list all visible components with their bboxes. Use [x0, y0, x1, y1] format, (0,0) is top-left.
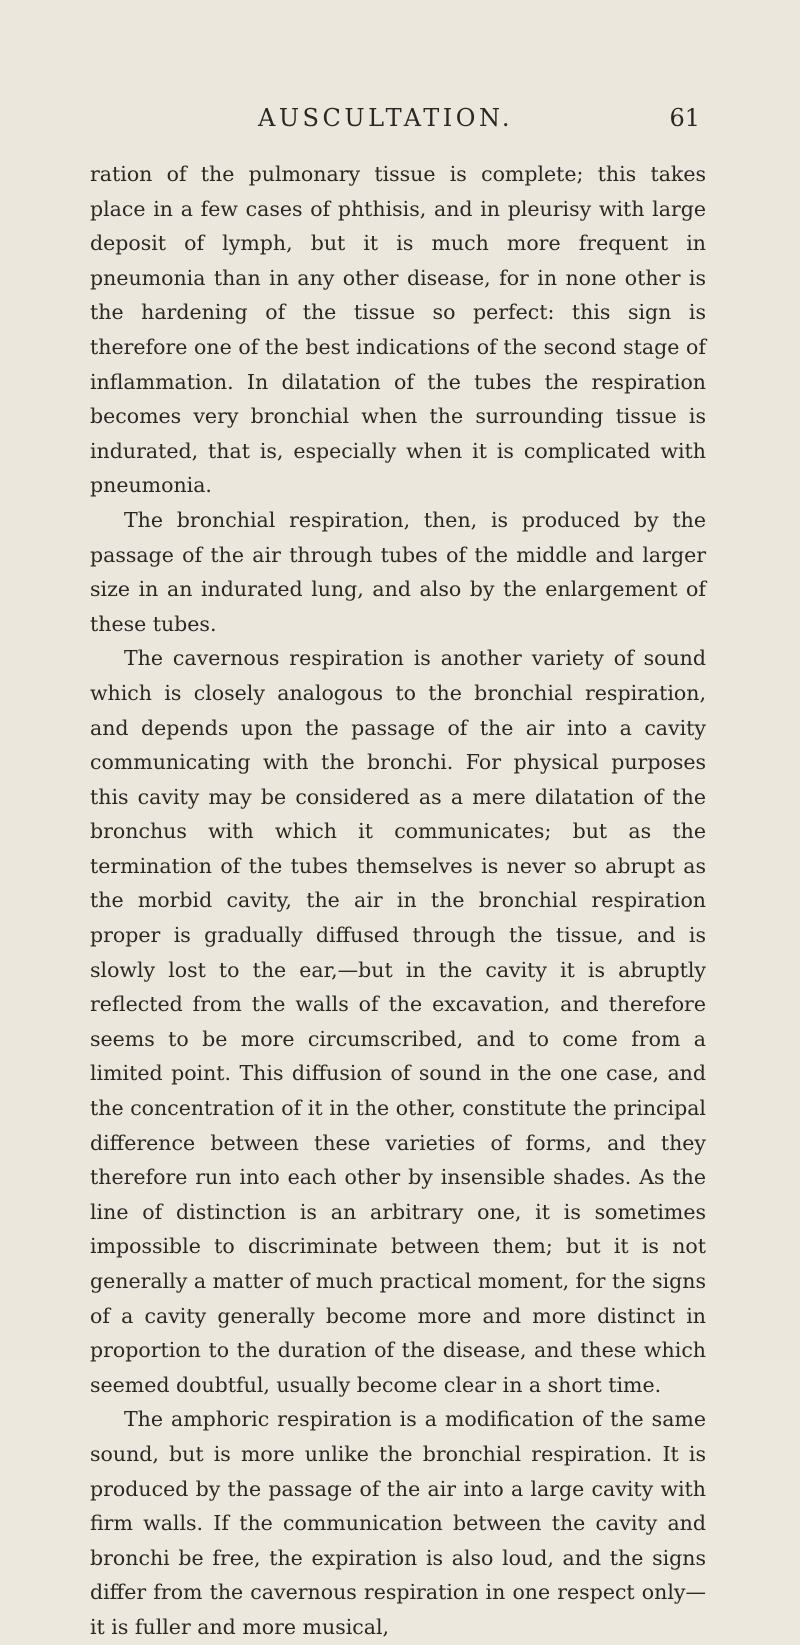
paragraph-amphoric-respiration: The amphoric respiration is a modification of the same sound, but is more unlike the bronchial respiration. It is produced by the passage of the air into a large cavity with firm walls. If the communication between the cavity and bronchi be free, the expiration is also loud, and the signs differ from the cavernous respiration in one respect only—it is fuller and more musical, — [90, 1407, 706, 1639]
running-head: AUSCULTATION. — [258, 104, 514, 132]
page-header — [258, 104, 700, 144]
paragraph-bronchial-respiration: The bronchial respiration, then, is produced by the passage of the air through tubes of the middle and larger size in an indurated lung, and also by the enlargement of these tubes. — [90, 507, 706, 636]
page-number: 61 — [669, 104, 700, 132]
paragraph-cavernous-respiration: The cavernous respiration is another variety of sound which is closely analogous to the bronchial respiration, and depends upon the passage of the air into a cavity communicating with the bronchi. For physical purposes this cavity may be considered as a mere dilatation of the bronchus with which it communicates; but as the termination of the tubes themselves is never so abrupt as the morbid cavity, the air in the bronchial respiration proper is gradually diffused through the tissue, and is slowly lost to the ear,—but in the cavity it is abruptly reflected from the walls of the excavation, and therefore seems to be more circumscribed, and to come from a limited point. This diffusion of sound in the one case, and the concentration of it in the other, constitute the principal difference between these varieties of forms, and they therefore run into each other by insensible shades. As the line of distinction is an arbitrary one, it is sometimes impossible to discriminate between them; but it is not generally a matter of much practical moment, for the signs of a cavity generally become more and more distinct in proportion to the duration of the disease, and these which seemed doubtful, usually become clear in a short time. — [90, 646, 706, 1397]
paragraph-continued: ration of the pulmonary tissue is complete; this takes place in a few cases of phthisis, and in pleurisy with large deposit of lymph, but it is much more frequent in pneumonia than in any other disease, for in none other is the hardening of the tissue so perfect: this sign is therefore one of the best indications of the second stage of inflammation. In dilatation of the tubes the respiration becomes very bronchial when the surrounding tissue is indurated, that is, especially when it is complicated with pneumonia. — [90, 162, 706, 498]
page-body — [90, 157, 706, 1645]
